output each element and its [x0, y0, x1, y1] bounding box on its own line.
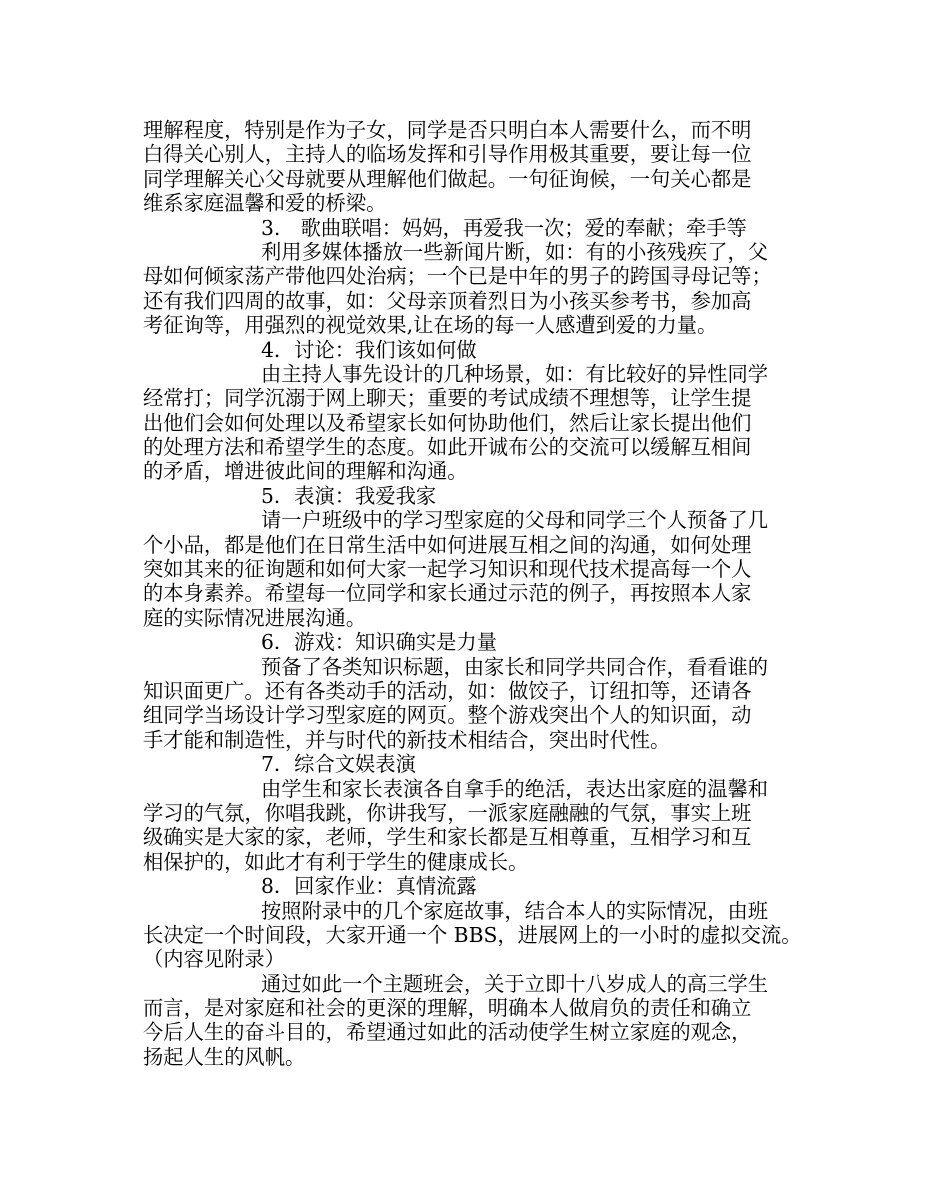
text-line: 突如其来的征询题和如何大家一起学习知识和现代技术提高每一个人 [143, 557, 752, 582]
text-line: 手才能和制造性，并与时代的新技术相结合，突出时代性。 [143, 727, 671, 752]
text-line: 的处理方法和希望学生的态度。如此开诚布公的交流可以缓解互相间 [143, 435, 752, 460]
text-line: 由学生和家长表演各自拿手的绝活，表达出家庭的温馨和 [261, 776, 769, 801]
text-line: 预备了各类知识标题，由家长和同学共同合作，看看谁的 [261, 654, 769, 679]
text-line: 白得关心别人，主持人的临场发挥和引导作用极其重要，要让每一位 [143, 142, 752, 167]
text-line: 7．综合文娱表演 [261, 752, 416, 777]
text-line: 而言，是对家庭和社会的更深的理解，明确本人做肩负的责任和确立 [143, 996, 752, 1021]
text-line: 5．表演：我爱我家 [261, 483, 437, 508]
text-line: 理解程度，特别是作为子女，同学是否只明白本人需要什么，而不明 [143, 118, 752, 142]
text-line: 同学理解关心父母就要从理解他们做起。一句征询候，一句关心都是 [143, 166, 752, 191]
text-line: 3. 歌曲联唱：妈妈，再爱我一次；爱的奉献；牵手等 [261, 215, 747, 240]
text-line: 经常打；同学沉溺于网上聊天；重要的考试成绩不理想等，让学生提 [143, 386, 752, 411]
text-line: 的本身素养。希望每一位同学和家长通过示范的例子，再按照本人家 [143, 581, 752, 606]
text-line: 考征询等，用强烈的视觉效果,让在场的每一人感遭到爱的力量。 [143, 313, 718, 338]
text-line: 维系家庭温馨和爱的桥梁。 [143, 191, 387, 216]
text-line: 长决定一个时间段，大家开通一个 BBS，进展网上的一小时的虚拟交流。 [143, 922, 802, 947]
text-line: 利用多媒体播放一些新闻片断，如：有的小孩残疾了，父 [261, 239, 769, 264]
text-line: 相保护的，如此才有利于学生的健康成长。 [143, 849, 529, 874]
text-line: 6．游戏：知识确实是力量 [261, 630, 497, 655]
text-line: 请一户班级中的学习型家庭的父母和同学三个人预备了几 [261, 508, 769, 533]
text-line: 组同学当场设计学习型家庭的网页。整个游戏突出个人的知识面，动 [143, 703, 752, 728]
document-body [143, 118, 823, 1069]
text-line: 由主持人事先设计的几种场景，如：有比较好的异性同学 [261, 361, 769, 386]
text-line: 学习的气氛，你唱我跳，你讲我写，一派家庭融融的气氛，事实上班 [143, 800, 752, 825]
text-line: 通过如此一个主题班会，关于立即十八岁成人的高三学生 [261, 971, 769, 996]
text-line: 级确实是大家的家，老师，学生和家长都是互相尊重，互相学习和互 [143, 825, 752, 850]
text-line: 庭的实际情况进展沟通。 [143, 605, 367, 630]
text-line: 出他们会如何处理以及希望家长如何协助他们，然后让家长提出他们 [143, 410, 752, 435]
text-line: 8．回家作业：真情流露 [261, 874, 477, 899]
text-line: 扬起人生的风帆。 [143, 1044, 306, 1069]
text-line: 的矛盾，增进彼此间的理解和沟通。 [143, 459, 468, 484]
text-line: 4．讨论：我们该如何做 [261, 337, 477, 362]
text-line: 还有我们四周的故事，如：父母亲顶着烈日为小孩买参考书，参加高 [143, 288, 752, 313]
text-line: 知识面更广。还有各类动手的活动，如：做饺子，订纽扣等，还请各 [143, 678, 752, 703]
text-line: （内容见附录） [143, 947, 285, 972]
text-line: 个小品，都是他们在日常生活中如何进展互相之间的沟通，如何处理 [143, 532, 752, 557]
text-line: 今后人生的奋斗目的，希望通过如此的活动使学生树立家庭的观念， [143, 1020, 752, 1045]
text-line: 母如何倾家荡产带他四处治病；一个已是中年的男子的跨国寻母记等； [143, 264, 772, 289]
text-line: 按照附录中的几个家庭故事，结合本人的实际情况，由班 [261, 898, 769, 923]
